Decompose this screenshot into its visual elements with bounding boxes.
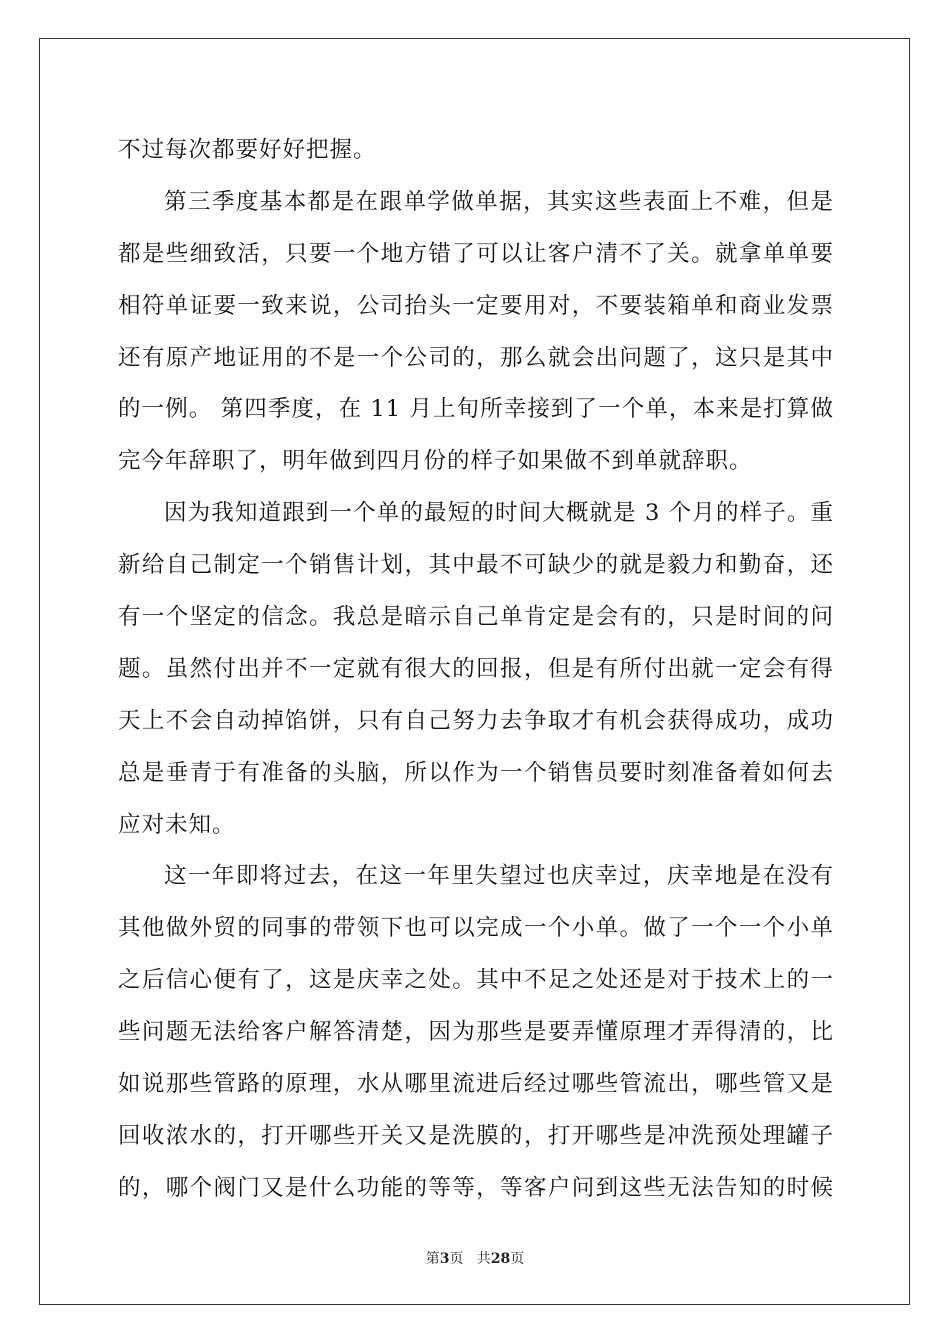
text-line: 都是些细致活，只要一个地方错了可以让客户清不了关。就拿单单要 [118, 240, 834, 267]
text-line: 之后信心便有了，这是庆幸之处。其中不足之处还是对于技术上的一 [118, 967, 834, 994]
footer-prefix: 第 [425, 1251, 440, 1267]
text-line: 如说那些管路的原理，水从哪里流进后经过哪些管流出，哪些管又是 [118, 1071, 834, 1098]
text-line: 新给自己制定一个销售计划，其中最不可缺少的就是毅力和勤奋，还 [118, 552, 834, 579]
text-line: 不过每次都要好好把握。 [118, 137, 377, 163]
text-line: 的，哪个阀门又是什么功能的等等，等客户问到这些无法告知的时候 [118, 1174, 834, 1201]
text-line: 些问题无法给客户解答清楚，因为那些是要弄懂原理才弄得清的，比 [118, 1019, 834, 1046]
text-line: 有一个坚定的信念。我总是暗示自己单肯定是会有的，只是时间的问 [118, 604, 834, 631]
text-line: 还有原产地证用的不是一个公司的，那么就会出问题了，这只是其中 [118, 344, 834, 371]
footer-middle: 页 共 [449, 1251, 491, 1267]
text-line: 应对未知。 [118, 811, 236, 838]
footer-suffix: 页 [510, 1251, 525, 1267]
text-line: 总是垂青于有准备的头脑，所以作为一个销售员要时刻准备着如何去 [118, 759, 834, 786]
text-line: 相符单证要一致来说，公司抬头一定要用对，不要装箱单和商业发票 [118, 292, 834, 319]
text-line: 回收浓水的，打开哪些开关又是洗膜的，打开哪些是冲洗预处理罐子 [118, 1122, 834, 1149]
total-pages-number: 28 [490, 1251, 511, 1267]
text-line: 这一年即将过去，在这一年里失望过也庆幸过，庆幸地是在没有 [164, 863, 834, 890]
document-body [118, 125, 834, 1215]
text-line: 其他做外贸的同事的带领下也可以完成一个小单。做了一个一个小单 [118, 915, 834, 942]
text-line: 题。虽然付出并不一定就有很大的回报，但是有所付出就一定会有得 [118, 655, 834, 682]
text-line: 完今年辞职了，明年做到四月份的样子如果做不到单就辞职。 [118, 448, 753, 475]
text-line: 第三季度基本都是在跟单学做单据，其实这些表面上不难，但是 [164, 188, 834, 215]
text-line: 的一例。 第四季度，在 11 月上旬所幸接到了一个单，本来是打算做 [118, 396, 834, 423]
page-footer [0, 1248, 950, 1268]
text-line: 天上不会自动掉馅饼，只有自己努力去争取才有机会获得成功，成功 [118, 707, 834, 734]
current-page-number: 3 [439, 1251, 450, 1267]
text-line: 因为我知道跟到一个单的最短的时间大概就是 3 个月的样子。重 [164, 500, 834, 527]
